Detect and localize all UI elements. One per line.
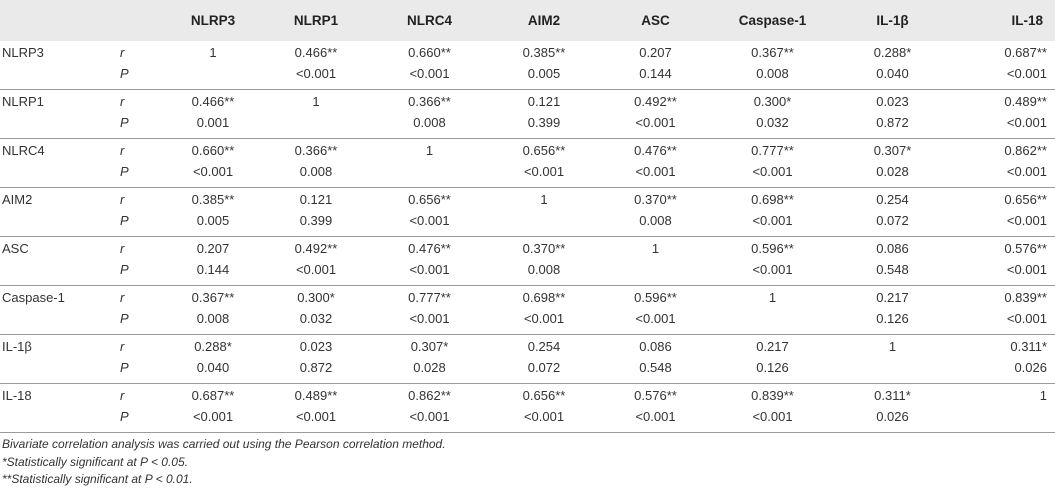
cell-r-value: 0.576** (634, 388, 677, 403)
cell-r-value: 0.367** (751, 45, 794, 60)
cell-r-value: 0.656** (522, 388, 566, 403)
cell-r-value: 0.466** (191, 94, 235, 109)
cell-r-value: 0.121 (299, 192, 333, 207)
cell-p-value: <0.001 (372, 408, 487, 433)
header-blank-symbol (112, 0, 166, 41)
cell-r-value: 0.023 (299, 339, 333, 354)
cell-p-value: <0.001 (372, 310, 487, 335)
cell-r-value: 0.489** (294, 388, 338, 403)
cell-p-value: 0.040 (835, 65, 950, 90)
symbol-p: P (112, 359, 166, 384)
cell-r-value: 0.300* (753, 94, 792, 109)
table-row-p (0, 163, 1055, 188)
row-name: Caspase-1 (2, 290, 65, 305)
table-row-r (0, 188, 1055, 213)
symbol-p: P (112, 212, 166, 237)
cell-r-value: 0.596** (751, 241, 794, 256)
cell-p-value: 0.008 (601, 212, 710, 237)
cell-r-value: 0.489** (1004, 94, 1047, 109)
cell-p-value: 0.008 (260, 163, 372, 188)
cell-p-value: <0.001 (260, 65, 372, 90)
column-header: NLRC4 (406, 13, 452, 28)
cell-p-value: 0.028 (372, 359, 487, 384)
symbol-r: r (120, 192, 125, 207)
cell-r-value: 0.656** (1004, 192, 1047, 207)
cell-p-value (372, 163, 487, 188)
footnote-significance-05: *Statistically significant at P < 0.05. (2, 454, 188, 469)
symbol-r: r (120, 339, 125, 354)
row-name: NLRP3 (2, 45, 44, 60)
cell-p-value: <0.001 (601, 408, 710, 433)
cell-p-value: <0.001 (372, 261, 487, 286)
cell-r-value: 0.207 (196, 241, 230, 256)
cell-r-value: 0.023 (876, 94, 909, 109)
symbol-r: r (120, 94, 125, 109)
cell-r-value: 0.311* (874, 388, 911, 403)
row-name (0, 114, 112, 139)
cell-r-value: 0.207 (639, 45, 672, 60)
cell-p-value: 0.144 (166, 261, 260, 286)
row-name (0, 261, 112, 286)
cell-p-value: 0.144 (601, 65, 710, 90)
cell-r-value: 1 (540, 192, 548, 207)
symbol-p: P (112, 163, 166, 188)
cell-p-value: <0.001 (487, 163, 601, 188)
cell-p-value: <0.001 (710, 212, 835, 237)
table-row-p (0, 261, 1055, 286)
symbol-r: r (120, 290, 125, 305)
row-name (0, 310, 112, 335)
cell-p-value: 0.126 (835, 310, 950, 335)
table-row-p (0, 114, 1055, 139)
cell-p-value: 0.399 (260, 212, 372, 237)
column-header: NLRP1 (293, 13, 339, 28)
cell-p-value: <0.001 (710, 261, 835, 286)
cell-p-value: <0.001 (950, 163, 1055, 188)
cell-p-value: 0.008 (166, 310, 260, 335)
column-header: IL-1β (876, 13, 909, 28)
cell-p-value: 0.026 (835, 408, 950, 433)
row-name (0, 212, 112, 237)
cell-r-value: 0.687** (1004, 45, 1047, 60)
cell-p-value: 0.005 (166, 212, 260, 237)
cell-p-value (950, 408, 1055, 433)
row-name: NLRP1 (2, 94, 44, 109)
cell-r-value: 0.367** (191, 290, 235, 305)
cell-r-value: 0.385** (191, 192, 235, 207)
row-name: NLRC4 (2, 143, 45, 158)
cell-r-value: 0.366** (408, 94, 451, 109)
footnote-significance-01: **Statistically significant at P < 0.01. (2, 472, 193, 486)
cell-p-value: <0.001 (487, 408, 601, 433)
cell-r-value: 0.656** (408, 192, 451, 207)
cell-p-value: <0.001 (166, 163, 260, 188)
cell-r-value: 0.862** (408, 388, 451, 403)
cell-r-value: 0.217 (876, 290, 909, 305)
cell-r-value: 0.466** (294, 45, 338, 60)
cell-p-value: 0.032 (710, 114, 835, 139)
cell-r-value: 0.121 (527, 94, 561, 109)
cell-p-value: <0.001 (950, 114, 1055, 139)
cell-r-value: 0.370** (522, 241, 566, 256)
cell-r-value: 0.839** (751, 388, 794, 403)
cell-p-value: 0.399 (487, 114, 601, 139)
cell-r-value: 0.596** (634, 290, 677, 305)
table-row-r (0, 90, 1055, 115)
cell-r-value: 0.660** (191, 143, 235, 158)
cell-r-value: 1 (651, 241, 660, 256)
cell-r-value: 0.839** (1004, 290, 1047, 305)
column-header: IL-18 (1011, 13, 1043, 28)
table-row-r (0, 335, 1055, 360)
cell-p-value: <0.001 (950, 261, 1055, 286)
cell-r-value: 0.698** (751, 192, 794, 207)
row-name (0, 163, 112, 188)
cell-r-value: 0.288* (873, 45, 912, 60)
cell-p-value: 0.008 (710, 65, 835, 90)
cell-r-value: 0.862** (1004, 143, 1047, 158)
cell-p-value: <0.001 (601, 163, 710, 188)
cell-r-value: 0.307* (873, 143, 912, 158)
cell-p-value: <0.001 (710, 163, 835, 188)
symbol-r: r (120, 241, 125, 256)
row-name: IL-18 (2, 388, 32, 403)
table-row-p (0, 310, 1055, 335)
cell-r-value: 0.254 (876, 192, 909, 207)
cell-p-value: 0.001 (166, 114, 260, 139)
cell-p-value (487, 212, 601, 237)
cell-p-value: 0.005 (487, 65, 601, 90)
cell-r-value: 0.476** (408, 241, 451, 256)
cell-r-value: 0.777** (751, 143, 794, 158)
table-row-p (0, 65, 1055, 90)
cell-p-value (601, 261, 710, 286)
symbol-p: P (112, 65, 166, 90)
symbol-r: r (120, 45, 125, 60)
cell-p-value: 0.008 (487, 261, 601, 286)
cell-p-value: 0.872 (835, 114, 950, 139)
cell-r-value: 0.576** (1004, 241, 1047, 256)
row-name (0, 408, 112, 433)
cell-p-value (710, 310, 835, 335)
cell-p-value: 0.072 (835, 212, 950, 237)
table-row-r (0, 237, 1055, 262)
symbol-p: P (112, 310, 166, 335)
cell-r-value: 0.687** (191, 388, 235, 403)
cell-p-value: <0.001 (950, 65, 1055, 90)
table-row-r (0, 41, 1055, 65)
cell-p-value: 0.008 (372, 114, 487, 139)
cell-p-value: <0.001 (372, 65, 487, 90)
cell-p-value: <0.001 (260, 408, 372, 433)
symbol-r: r (120, 143, 125, 158)
row-name: IL-1β (2, 339, 32, 354)
row-name (0, 359, 112, 384)
cell-p-value (835, 359, 950, 384)
cell-r-value: 0.660** (408, 45, 451, 60)
row-name (0, 65, 112, 90)
symbol-p: P (112, 408, 166, 433)
cell-r-value: 1 (425, 143, 434, 158)
cell-p-value: <0.001 (166, 408, 260, 433)
cell-r-value: 0.492** (294, 241, 338, 256)
row-name: AIM2 (2, 192, 33, 207)
column-header: NLRP3 (190, 13, 236, 28)
cell-r-value: 0.254 (527, 339, 561, 354)
cell-r-value: 1 (768, 290, 777, 305)
cell-r-value: 0.476** (634, 143, 677, 158)
row-name: ASC (2, 241, 29, 256)
column-header: AIM2 (527, 13, 561, 28)
cell-p-value: 0.026 (950, 359, 1055, 384)
cell-r-value: 0.698** (522, 290, 566, 305)
table-row-r (0, 286, 1055, 311)
table-row-p (0, 359, 1055, 384)
table-row-r (0, 384, 1055, 409)
cell-p-value: 0.548 (601, 359, 710, 384)
cell-p-value: <0.001 (950, 310, 1055, 335)
header-blank (0, 0, 112, 41)
cell-p-value (166, 65, 260, 90)
cell-p-value: 0.126 (710, 359, 835, 384)
cell-p-value: <0.001 (950, 212, 1055, 237)
table-body (0, 41, 1055, 433)
column-header: Caspase-1 (738, 13, 807, 28)
cell-p-value: <0.001 (601, 310, 710, 335)
cell-r-value: 0.307* (410, 339, 449, 354)
cell-r-value: 0.300* (297, 290, 335, 305)
cell-p-value: 0.028 (835, 163, 950, 188)
footnote-method: Bivariate correlation analysis was carried out using the Pearson correlation method. (2, 437, 446, 451)
cell-r-value: 1 (209, 45, 217, 60)
cell-p-value: <0.001 (710, 408, 835, 433)
cell-p-value: 0.032 (260, 310, 372, 335)
cell-r-value: 0.086 (639, 339, 672, 354)
cell-r-value: 0.370** (634, 192, 677, 207)
table-footnotes (2, 436, 1042, 489)
table-row-p (0, 212, 1055, 237)
cell-r-value: 1 (888, 339, 897, 354)
cell-p-value: 0.548 (835, 261, 950, 286)
header-row (0, 0, 1055, 41)
cell-r-value: 0.777** (408, 290, 451, 305)
cell-p-value: <0.001 (487, 310, 601, 335)
table-row-r (0, 139, 1055, 164)
cell-r-value: 0.311* (1010, 339, 1047, 354)
cell-r-value: 0.366** (294, 143, 338, 158)
cell-p-value: <0.001 (372, 212, 487, 237)
cell-p-value: 0.040 (166, 359, 260, 384)
cell-r-value: 0.086 (876, 241, 909, 256)
cell-r-value: 0.288* (194, 339, 232, 354)
cell-r-value: 1 (1039, 388, 1047, 403)
cell-r-value: 0.492** (634, 94, 677, 109)
column-header: ASC (641, 13, 670, 28)
cell-p-value: <0.001 (260, 261, 372, 286)
cell-r-value: 1 (312, 94, 320, 109)
cell-p-value: 0.072 (487, 359, 601, 384)
cell-p-value (260, 114, 372, 139)
symbol-r: r (120, 388, 125, 403)
symbol-p: P (112, 114, 166, 139)
cell-r-value: 0.656** (522, 143, 566, 158)
cell-p-value: 0.872 (260, 359, 372, 384)
symbol-p: P (112, 261, 166, 286)
cell-p-value: <0.001 (601, 114, 710, 139)
table-row-p (0, 408, 1055, 433)
cell-r-value: 0.217 (756, 339, 789, 354)
cell-r-value: 0.385** (522, 45, 566, 60)
